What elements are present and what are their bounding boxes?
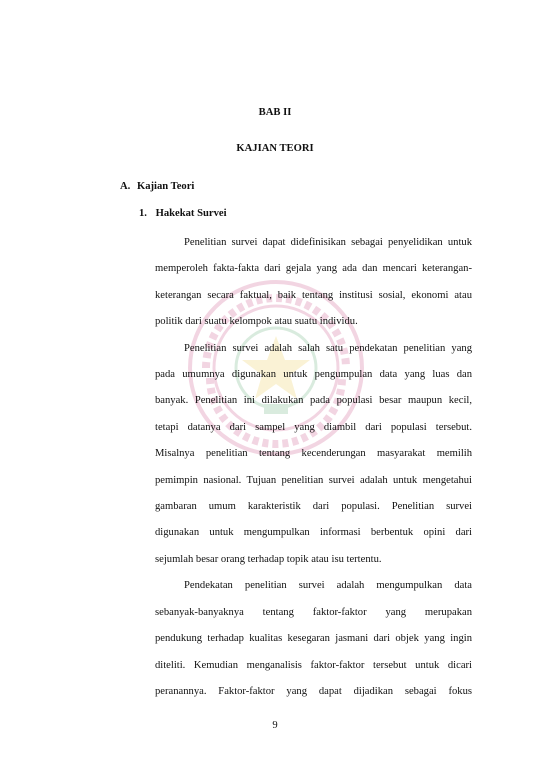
text-line: pemimpin nasional. Tujuan penelitian survei adalah untuk mengetahui (155, 474, 472, 486)
text-line: Pendekatan penelitian survei adalah mengumpulkan data (184, 580, 472, 592)
page-number: 9 (272, 720, 278, 731)
section-letter: A. (120, 181, 131, 192)
text-line: peranannya. Faktor-faktor yang dapat dijadikan sebagai fokus (155, 685, 472, 697)
text-line: banyak. Penelitian ini dilakukan pada populasi besar maupun kecil, (155, 395, 472, 407)
text-line: Penelitian survei adalah salah satu pendekatan penelitian yang (184, 342, 472, 354)
text-line: politik dari suatu kelompok atau suatu individu. (155, 316, 358, 328)
chapter-heading: BAB II (258, 107, 292, 118)
text-line: diteliti. Kemudian menganalisis faktor-faktor tersebut untuk dicari (155, 659, 472, 671)
text-line: digunakan untuk mengumpulkan informasi berbentuk opini dari (155, 527, 472, 539)
subsection-title: Hakekat Survei (155, 208, 227, 219)
text-line: gambaran umum karakteristik dari populasi. Penelitian survei (155, 501, 472, 513)
paragraph-3 (155, 573, 472, 705)
body-paragraphs (155, 230, 472, 705)
paragraph-1 (155, 230, 472, 336)
text-line: memperoleh fakta-fakta dari gejala yang ada dan mencari keterangan- (155, 263, 472, 275)
text-line: pada umumnya digunakan untuk pengumpulan data yang luas dan (155, 369, 472, 381)
text-line: sejumlah besar orang terhadap topik atau isu tertentu. (155, 553, 382, 565)
paragraph-2 (155, 336, 472, 574)
chapter-title: KAJIAN TEORI (236, 143, 314, 154)
text-line: sebanyak-banyaknya tentang faktor-faktor yang merupakan (155, 606, 472, 618)
text-line: pendukung terhadap kualitas kesegaran jasmani dari objek yang ingin (155, 633, 472, 645)
subsection-heading (139, 208, 227, 219)
text-line: Misalnya penelitian tentang kecenderungan masyarakat memilih (155, 448, 472, 460)
text-line: Penelitian survei dapat didefinisikan sebagai penyelidikan untuk (184, 237, 472, 248)
section-heading (120, 181, 194, 192)
text-line: keterangan secara faktual, baik tentang institusi sosial, ekonomi atau (155, 289, 472, 301)
section-title: Kajian Teori (136, 181, 195, 192)
text-line: tetapi datanya dari sampel yang diambil dari populasi tersebut. (155, 421, 472, 433)
subsection-number: 1. (139, 208, 147, 219)
